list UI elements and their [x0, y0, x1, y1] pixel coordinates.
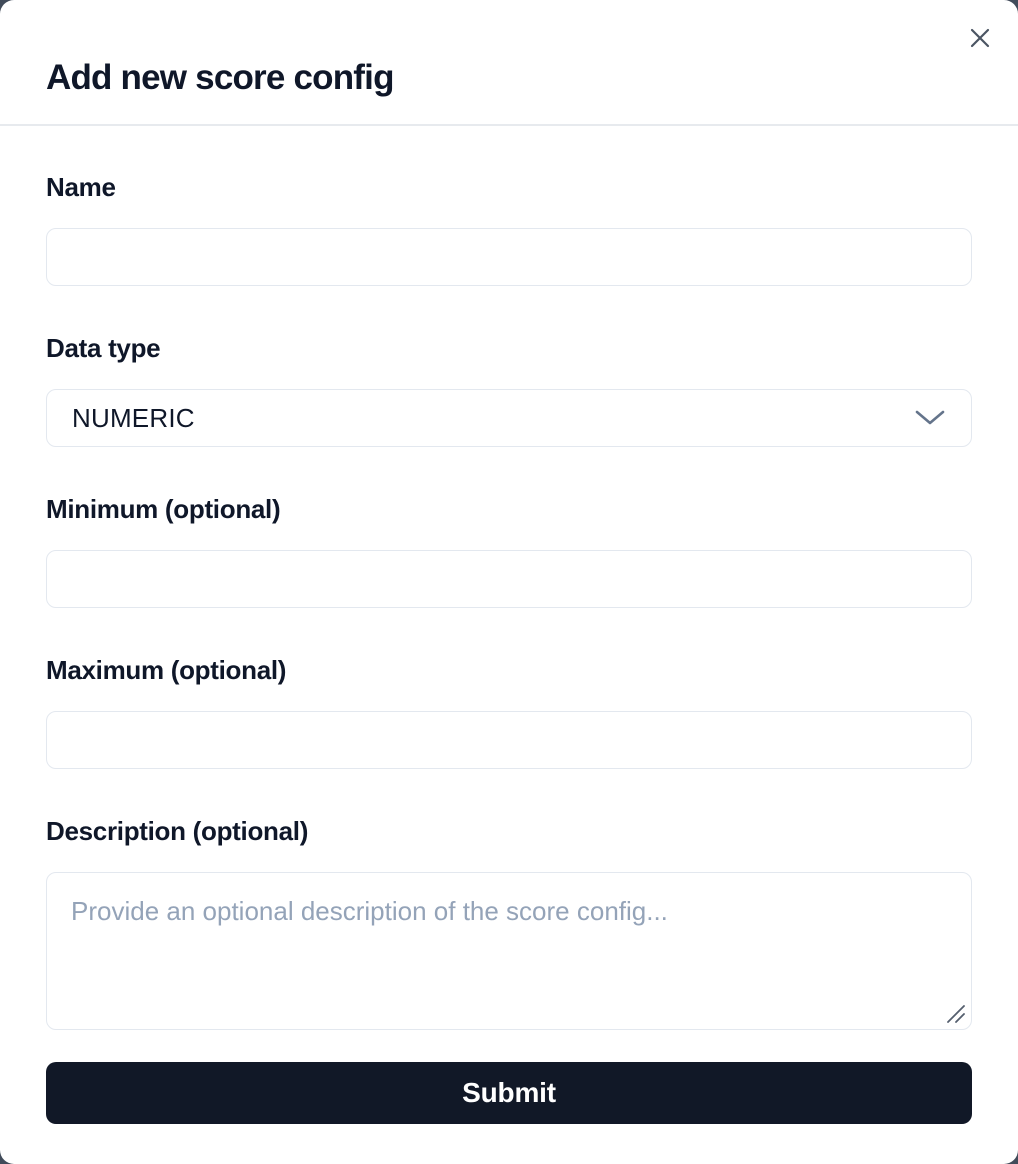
data-type-select[interactable] — [46, 389, 972, 447]
dialog-header — [0, 0, 1018, 126]
dialog-title: Add new score config — [46, 58, 394, 97]
maximum-label: Maximum (optional) — [46, 655, 287, 685]
minimum-input[interactable] — [46, 550, 972, 608]
x-icon — [966, 24, 994, 52]
name-input[interactable] — [46, 228, 972, 286]
submit-button[interactable]: Submit — [46, 1062, 972, 1124]
resize-handle-icon[interactable] — [945, 1003, 967, 1025]
data-type-selected-value: NUMERIC — [72, 402, 195, 433]
maximum-input[interactable] — [46, 711, 972, 769]
name-label: Name — [46, 172, 116, 202]
chevron-down-icon — [914, 409, 946, 427]
minimum-label: Minimum (optional) — [46, 494, 281, 524]
description-label: Description (optional) — [46, 816, 309, 846]
dialog-body — [0, 126, 1018, 1164]
description-field-wrapper — [46, 872, 972, 1030]
description-textarea[interactable] — [46, 872, 972, 1030]
close-button[interactable] — [960, 18, 1000, 58]
data-type-label: Data type — [46, 333, 161, 363]
